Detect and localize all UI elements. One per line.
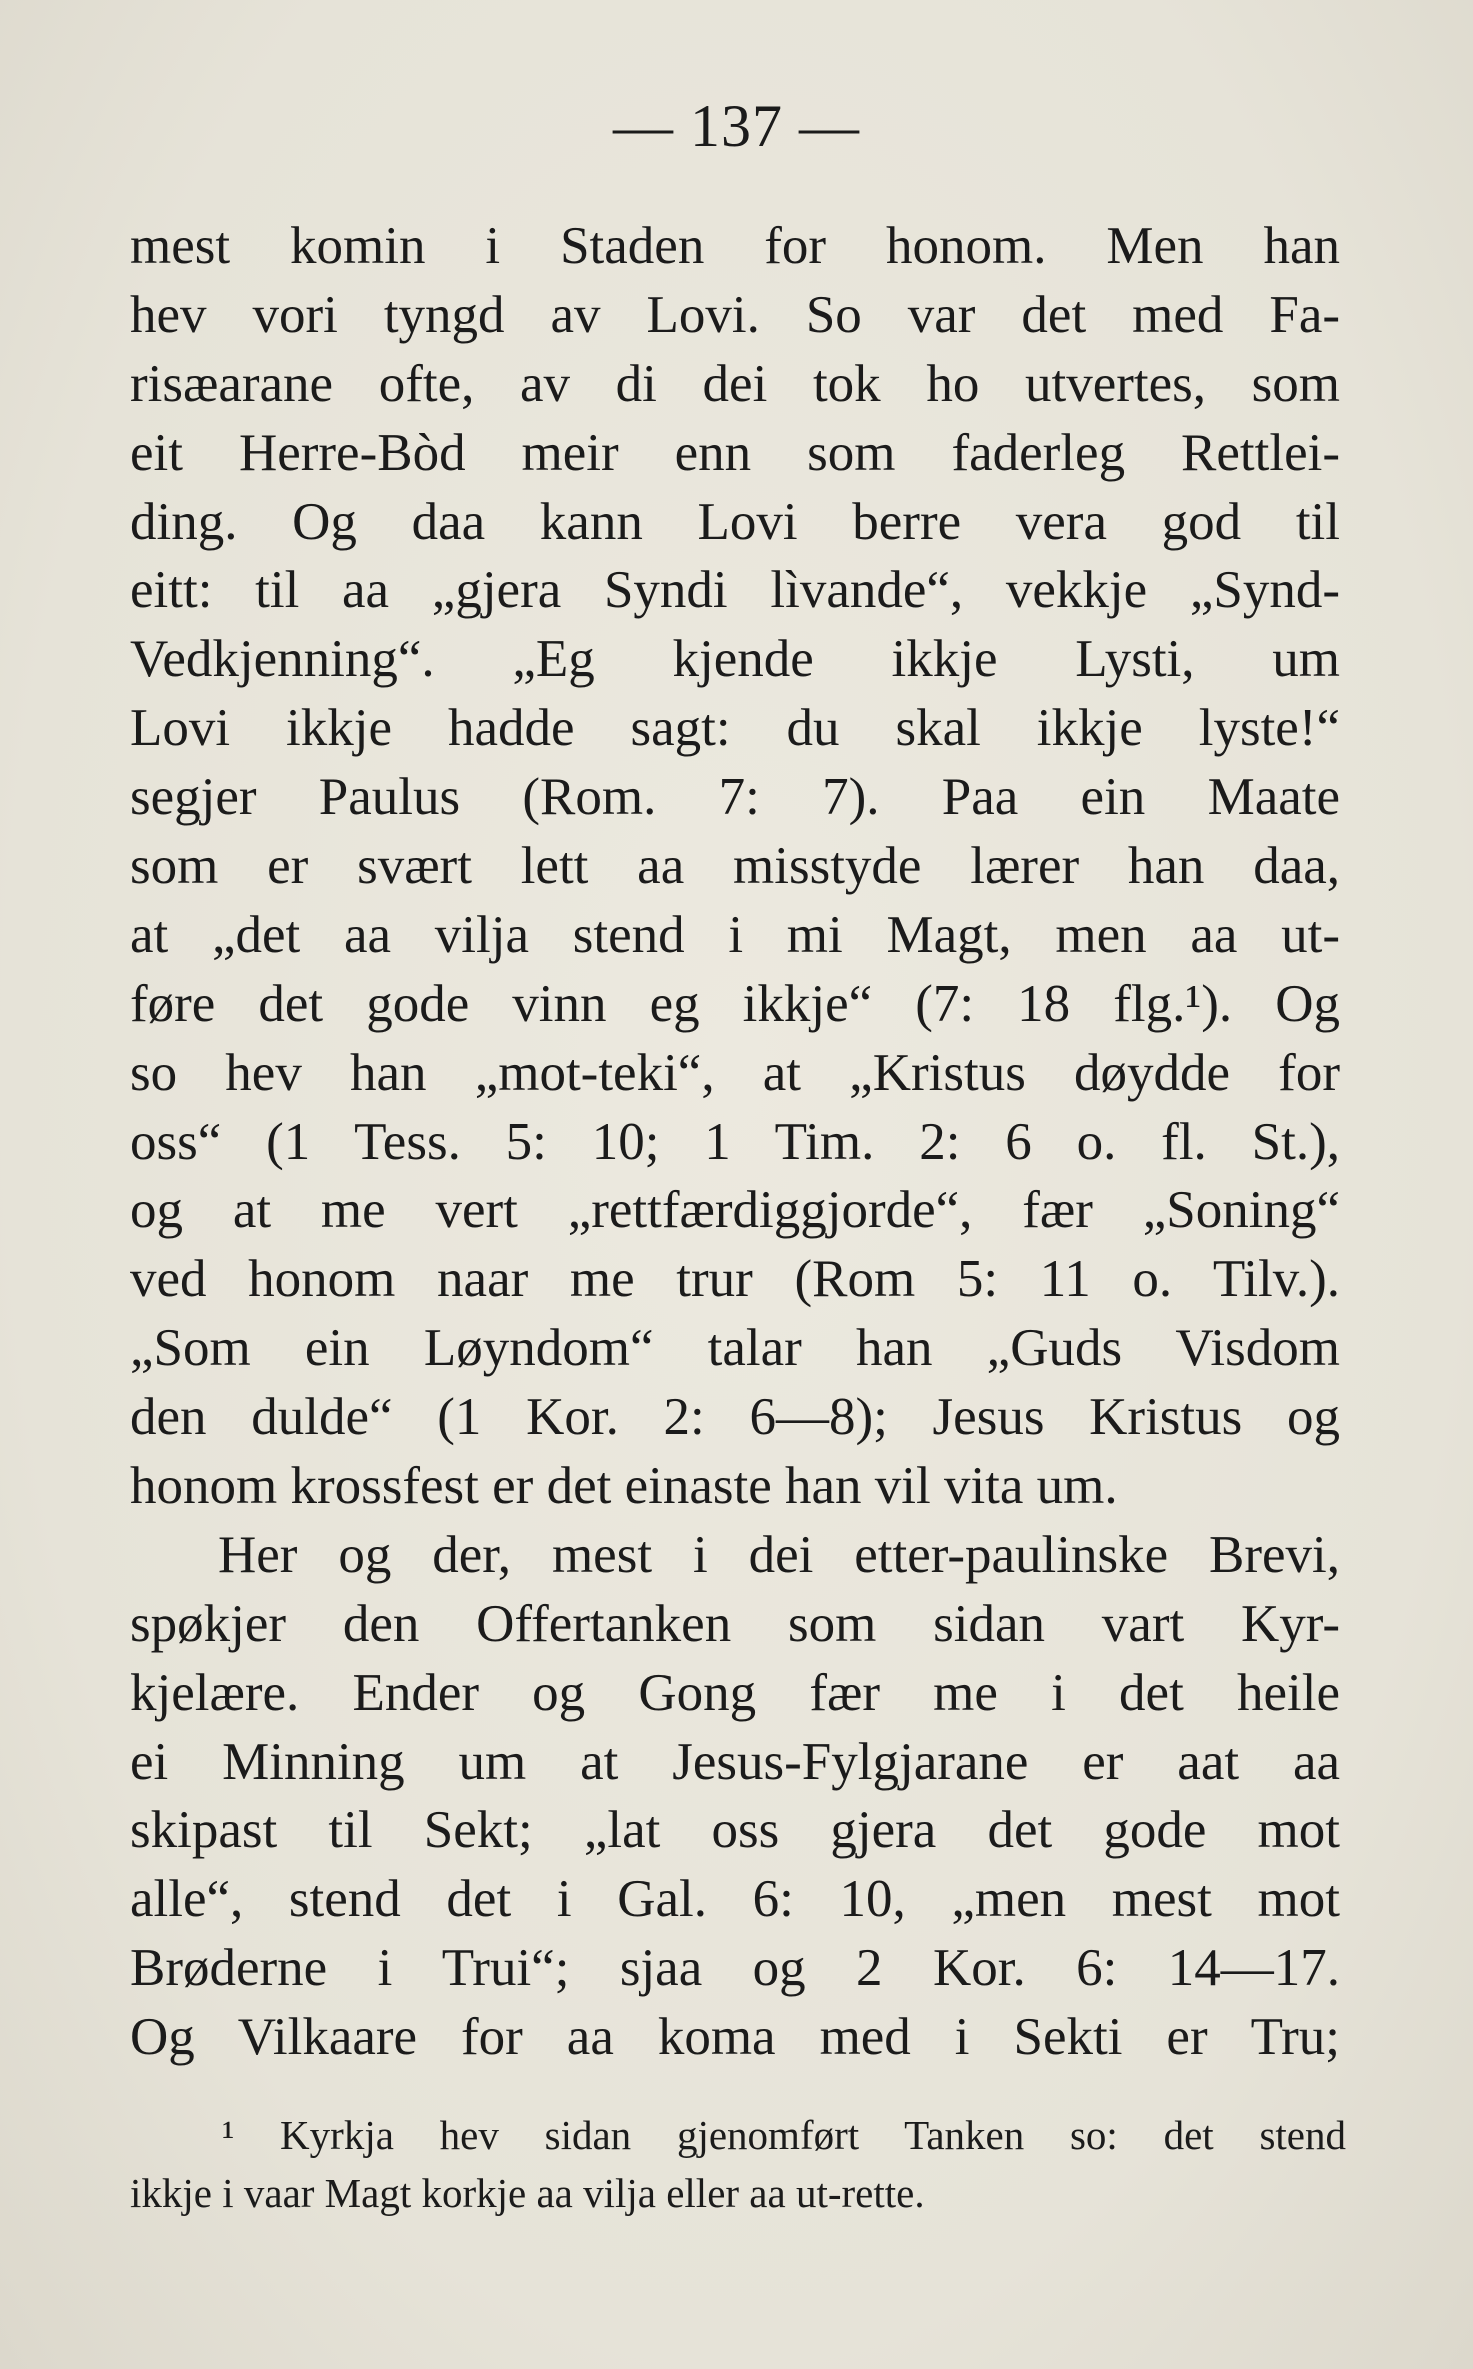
- text-line: oss“ (1 Tess. 5: 10; 1 Tim. 2: 6 o. fl. St.),: [130, 1112, 1340, 1171]
- footnote-line: ikkje i vaar Magt korkje aa vilja eller aa ut-rette.: [130, 2170, 925, 2216]
- text-line: „Som ein Løyndom“ talar han „Guds Visdom: [130, 1319, 1340, 1378]
- body-text: [130, 212, 1340, 2072]
- text-line: ding. Og daa kann Lovi berre vera god til: [130, 492, 1340, 551]
- text-line: at „det aa vilja stend i mi Magt, men aa ut-: [130, 905, 1340, 964]
- text-line: risæarane ofte, av di dei tok ho utvertes, som: [130, 354, 1340, 413]
- text-line: kjelære. Ender og Gong fær me i det heile: [130, 1663, 1340, 1722]
- text-line: ved honom naar me trur (Rom 5: 11 o. Tilv.).: [130, 1250, 1340, 1309]
- text-line: føre det gode vinn eg ikkje“ (7: 18 flg.¹). Og: [130, 974, 1340, 1033]
- text-line: eitt: til aa „gjera Syndi lìvande“, vekkje „Synd-: [130, 561, 1340, 620]
- text-line: Her og der, mest i dei etter-paulinske Brevi,: [218, 1525, 1340, 1584]
- text-line: spøkjer den Offertanken som sidan vart Kyr-: [130, 1594, 1340, 1653]
- text-line: Lovi ikkje hadde sagt: du skal ikkje lyste!“: [130, 699, 1340, 758]
- page-number: — 137 —: [613, 93, 860, 159]
- text-line: honom krossfest er det einaste han vil vita um.: [130, 1457, 1118, 1516]
- footnote-line: ¹ Kyrkja hev sidan gjenomført Tanken so: det stend: [222, 2112, 1346, 2158]
- text-line: ei Minning um at Jesus-Fylgjarane er aat aa: [130, 1732, 1340, 1791]
- text-line: skipast til Sekt; „lat oss gjera det gode mot: [130, 1801, 1340, 1860]
- text-line: som er svært lett aa misstyde lærer han daa,: [130, 837, 1340, 896]
- text-line: Vedkjenning“. „Eg kjende ikkje Lysti, um: [130, 630, 1340, 689]
- text-line: Brøderne i Trui“; sjaa og 2 Kor. 6: 14—17.: [130, 1939, 1340, 1998]
- footnote: [130, 2106, 1346, 2222]
- text-line: segjer Paulus (Rom. 7: 7). Paa ein Maate: [130, 768, 1340, 827]
- text-line: mest komin i Staden for honom. Men han: [130, 217, 1340, 275]
- text-line: og at me vert „rettfærdiggjorde“, fær „Soning“: [130, 1181, 1340, 1240]
- text-line: Og Vilkaare for aa koma med i Sekti er Tru;: [130, 2008, 1340, 2067]
- text-line: alle“, stend det i Gal. 6: 10, „men mest mot: [130, 1870, 1340, 1929]
- text-line: eit Herre-Bòd meir enn som faderleg Rettlei-: [130, 423, 1340, 482]
- text-line: hev vori tyngd av Lovi. So var det med Fa-: [130, 285, 1340, 344]
- text-line: so hev han „mot-teki“, at „Kristus døydde for: [130, 1043, 1340, 1102]
- text-line: den dulde“ (1 Kor. 2: 6—8); Jesus Kristus og: [130, 1388, 1340, 1447]
